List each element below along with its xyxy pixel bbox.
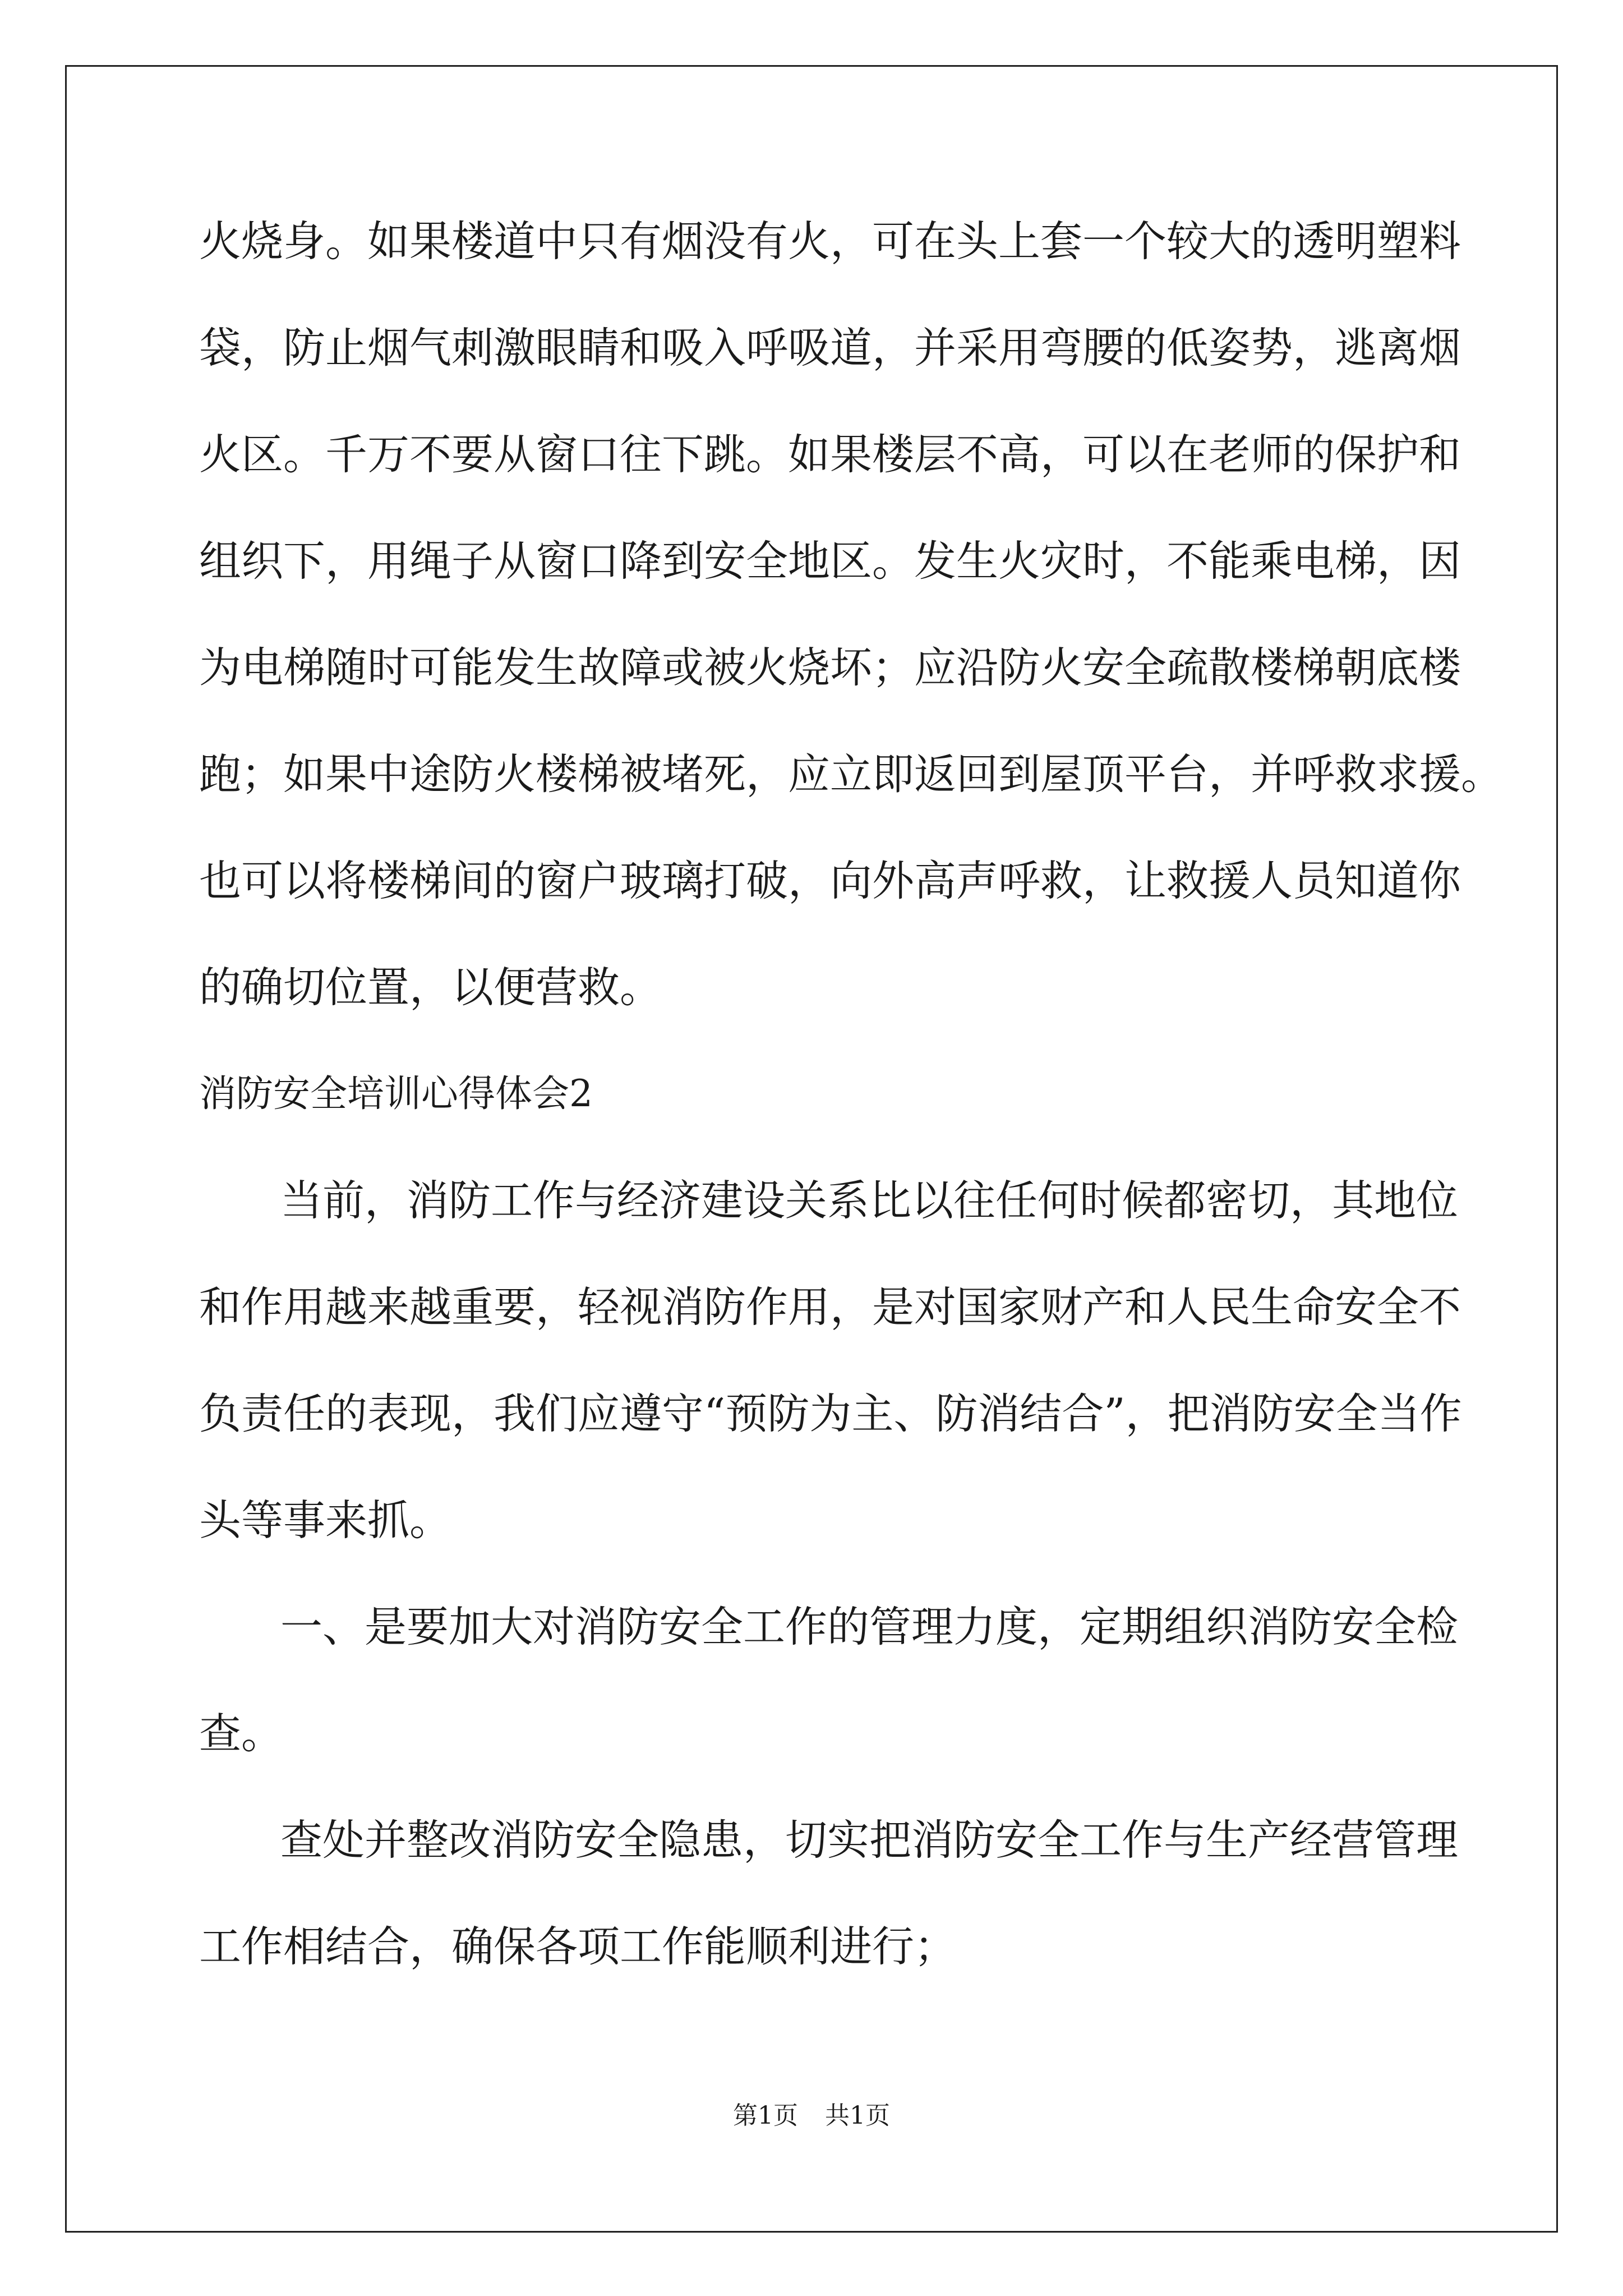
paragraph-line: 袋，防止烟气刺激眼睛和吸入呼吸道，并采用弯腰的低姿势，逃离烟 [199,323,1461,372]
paragraph-line: 为电梯随时可能发生故障或被火烧坏；应沿防火安全疏散楼梯朝底楼 [199,643,1461,692]
paragraph-line: 组织下，用绳子从窗口降到安全地区。发生火灾时，不能乘电梯，因 [199,536,1461,586]
paragraph-line: 火烧身。如果楼道中只有烟没有火，可在头上套一个较大的透明塑料 [199,217,1461,266]
paragraph-line: 跑；如果中途防火楼梯被堵死，应立即返回到屋顶平台，并呼救求援。 [199,749,1504,799]
paragraph-line: 火区。千万不要从窗口往下跳。如果楼层不高，可以在老师的保护和 [199,430,1461,479]
paragraph-line: 的确切位置，以便营救。 [199,963,662,1012]
page-total: 共1页 [825,2101,890,2130]
paragraph-line: 查。 [199,1709,284,1758]
page-number: 第1页 [733,2101,798,2130]
paragraph-line: 当前，消防工作与经济建设关系比以往任何时候都密切，其地位 [280,1176,1459,1225]
page-footer [0,2099,1623,2133]
paragraph-line: 一、是要加大对消防安全工作的管理力度，定期组织消防安全检 [280,1602,1459,1651]
paragraph-line: 也可以将楼梯间的窗户玻璃打破，向外高声呼救，让救援人员知道你 [199,856,1461,905]
page-border [65,65,1558,2233]
paragraph-line: 查处并整改消防安全隐患，切实把消防安全工作与生产经营管理 [280,1815,1459,1865]
paragraph-line: 和作用越来越重要，轻视消防作用，是对国家财产和人民生命安全不 [199,1282,1461,1332]
paragraph-line: 负责任的表现，我们应遵守“预防为主、防消结合”，把消防安全当作 [199,1389,1462,1438]
paragraph-line: 工作相结合，确保各项工作能顺利进行； [199,1922,957,1971]
paragraph-line: 头等事来抓。 [199,1496,452,1545]
section-heading: 消防安全培训心得体会2 [199,1072,593,1115]
